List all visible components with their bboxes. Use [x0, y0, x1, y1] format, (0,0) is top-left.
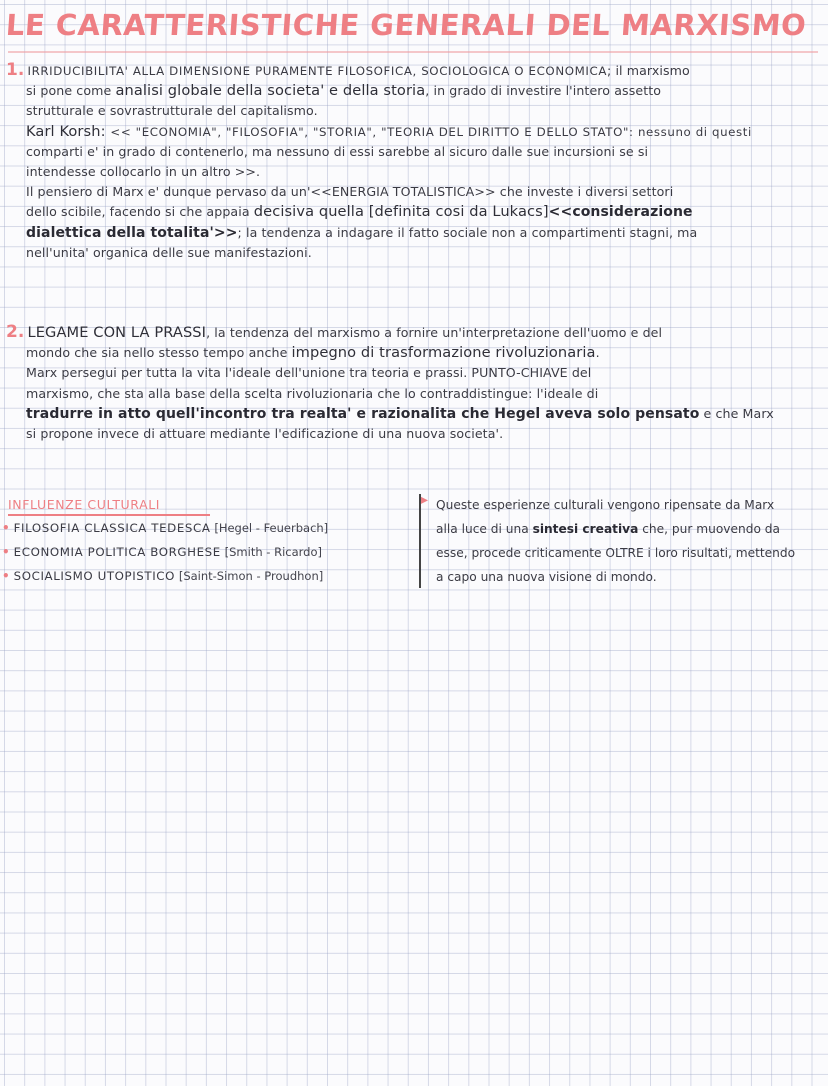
- influences-heading: INFLUENZE CULTURALI: [8, 497, 161, 512]
- highlight-text: decisiva quella [definita cosi da Lukacs]: [253, 203, 549, 221]
- influence-refs: [Saint-Simon - Proudhon]: [178, 569, 324, 583]
- note-line: esse, procede criticamente OLTRE i loro risultati, mettendo: [436, 546, 796, 560]
- section-1-line: strutturale e sovrastrutturale del capitalismo.: [26, 103, 318, 119]
- section-1-line: [26, 223, 824, 243]
- highlight-text: analisi globale della societa' e della storia: [115, 82, 426, 100]
- influences-list: [2, 516, 422, 588]
- note-line: Queste esperienze culturali vengono ripensate da Marx: [436, 498, 775, 512]
- section-1-line: intendesse collocarlo in un altro >>.: [26, 164, 261, 180]
- section-number: 1.: [6, 60, 25, 80]
- list-item: [2, 516, 422, 540]
- section-1-line: [26, 202, 824, 222]
- bullet-icon: •: [2, 545, 10, 559]
- page-title: LE CARATTERISTICHE GENERALI DEL MARXISMO: [4, 8, 808, 42]
- highlight-text: tradurre in atto quell'incontro tra realta' e razionalita che Hegel aveva solo pensato: [26, 405, 700, 422]
- section-2-line: [6, 322, 824, 343]
- section-1-line: comparti e' in grado di contenerlo, ma nessuno di essi sarebbe al sicuro dalle sue incursioni se si: [26, 143, 649, 159]
- bullet-icon: •: [2, 521, 10, 535]
- section-1-line: [6, 60, 824, 81]
- influence-name: FILOSOFIA CLASSICA TEDESCA: [13, 521, 211, 535]
- section-2-heading: LEGAME CON LA PRASSI: [27, 324, 207, 341]
- text-fragment: .: [595, 345, 600, 361]
- bullet-icon: •: [2, 569, 10, 583]
- section-number: 2.: [6, 322, 25, 342]
- influence-refs: [Smith - Ricardo]: [224, 545, 322, 559]
- highlight-text: <<considerazione: [548, 204, 693, 221]
- influence-name: SOCIALISMO UTOPISTICO: [13, 569, 175, 583]
- highlight-text: impegno di trasformazione rivoluzionaria: [291, 344, 596, 362]
- section-1: [6, 60, 824, 263]
- highlight-text: Karl Korsh:: [26, 122, 111, 140]
- influence-name: ECONOMIA POLITICA BORGHESE: [13, 545, 221, 559]
- section-1-line: [26, 122, 824, 142]
- section-1-heading: IRRIDUCIBILITA' ALLA DIMENSIONE PURAMENTE FILOSOFICA, SOCIOLOGICA O ECONOMICA: [27, 64, 607, 78]
- note-line: [436, 517, 824, 541]
- section-2: [6, 322, 824, 444]
- list-item: [2, 564, 422, 588]
- text-fragment: ; la tendenza a indagare il fatto sociale non a compartimenti stagni, ma: [237, 224, 698, 240]
- list-item: [2, 540, 422, 564]
- influence-refs: [Hegel - Feuerbach]: [214, 521, 329, 535]
- section-2-line: marxismo, che sta alla base della scelta rivoluzionaria che lo contraddistingue: l'ideale di: [26, 385, 599, 401]
- section-1-line: nell'unita' organica delle sue manifestazioni.: [26, 244, 312, 260]
- text-fragment: dello scibile, facendo si che appaia: [26, 204, 254, 220]
- text-fragment: , in grado di investire l'intero assetto: [425, 83, 662, 99]
- section-2-line: [26, 343, 824, 363]
- text-fragment: alla luce di una: [436, 522, 533, 536]
- arrow-right-icon: ▸: [421, 492, 429, 508]
- text-fragment: , la tendenza del marxismo a fornire un'interpretazione dell'uomo e del: [206, 325, 663, 340]
- text-fragment: si pone come: [26, 83, 116, 99]
- text-fragment: << "ECONOMIA", "FILOSOFIA", "STORIA", "TEORIA DEL DIRITTO E DELLO STATO": nessuno di questi: [110, 124, 752, 139]
- section-1-line: Il pensiero di Marx e' dunque pervaso da un'<<ENERGIA TOTALISTICA>> che investe i diversi settori: [26, 184, 674, 200]
- text-fragment: che, pur muovendo da: [638, 522, 780, 536]
- section-2-line: Marx persegui per tutta la vita l'ideale dell'unione tra teoria e prassi. PUNTO-CHIAVE del: [26, 365, 592, 381]
- text-fragment: mondo che sia nello stesso tempo anche: [26, 345, 292, 361]
- highlight-text: sintesi creativa: [532, 522, 639, 536]
- influences-note: [436, 493, 824, 589]
- title-underline: [8, 51, 818, 53]
- text-fragment: e che Marx: [699, 405, 774, 421]
- highlight-text: dialettica della totalita'>>: [26, 224, 238, 241]
- vertical-divider: [419, 494, 421, 588]
- section-2-line: si propone invece di attuare mediante l'edificazione di una nuova societa'.: [26, 426, 504, 442]
- note-line: a capo una nuova visione di mondo.: [436, 570, 657, 584]
- section-1-line: [26, 81, 824, 101]
- text-fragment: ; il marxismo: [607, 63, 690, 78]
- section-2-line: [26, 404, 824, 424]
